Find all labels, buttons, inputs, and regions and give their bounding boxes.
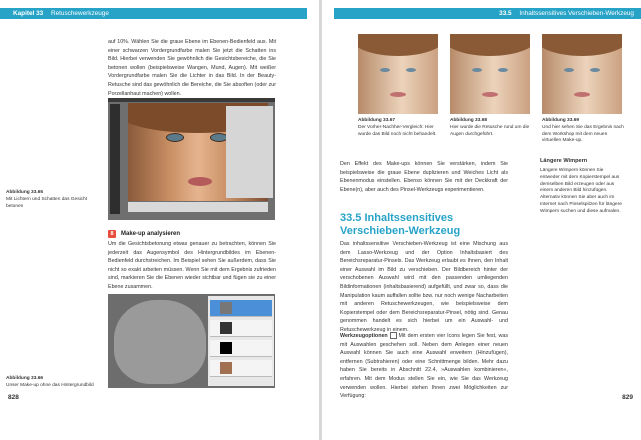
right-page bbox=[322, 0, 641, 440]
left-page-number: 828 bbox=[8, 394, 19, 401]
section-number: 33.5 bbox=[499, 10, 512, 17]
figure-33-66-layers-screenshot bbox=[108, 294, 275, 388]
left-running-header bbox=[0, 8, 307, 19]
chapter-label: Kapitel 33 bbox=[13, 10, 44, 17]
step-title: Make-up analysieren bbox=[121, 231, 181, 237]
left-page bbox=[0, 0, 319, 440]
figure-33-65-editor-screenshot bbox=[108, 98, 275, 220]
step-heading bbox=[108, 230, 180, 238]
section-title: Inhaltssensitives Verschieben-Werkzeug bbox=[519, 10, 634, 17]
chapter-title: Retuschewerkzeuge bbox=[50, 10, 109, 17]
portrait-before bbox=[358, 34, 438, 114]
step-paragraph: Um die Gesichtsbetonung etwas genauer zu betrachten, können Sie jederzeit das Augensymbol des Hintergrundbildes im Ebenen-Bedienfeld durchstreichen. Im Beispiel sehen Sie außerdem, dass Sie nicht so exakt arbeiten müssen. Wenn Sie mit dem Ergebnis zufrieden sind, markieren Sie die Ebenen wieder sichtbar und fügen sie zu einer Ebene zusammen. bbox=[108, 241, 276, 290]
effect-paragraph: Den Effekt des Make-ups können Sie verstärken, indem Sie beispielsweise die graue Ebene duplizieren und Weiches Licht als Ebenenmodus einstellen. Ebenso können Sie mit der Deckkraft der Ebene(n), aber auch des Pinsel-Werkzeugs experimentieren. bbox=[340, 161, 508, 193]
editor-side-panel bbox=[226, 106, 273, 198]
tool-paragraph: Das inhaltssensitive Verschieben-Werkzeug ist eine Mischung aus dem Lasso-Werkzeug und der Option Inhaltsbasiert des Bereichsreparatur-Pinsels. Das Werkzeug erlaubt es Ihnen, den Inhalt einer Auswahl im Bild zu verschieben. Der Bildbereich hinter der verschobenen Auswahl wird mit den passenden umliegenden Bildinformationen (inhaltsbasierend) aufgefüllt, und zwar so, dass die Manipulation kaum auffallen sollte bzw. nur noch wenige Nacharbeiten mit anderen Retuschewerkzeugen, wie beispielsweise dem Kopierstempel oder dem Bereichsreparatur-Pinsel, nötig sind. Genau genommen handelt es sich hierbei um ein Auswahl- und Retuschewerkzeug in einem. bbox=[340, 241, 508, 333]
figure-33-65-caption: Abbildung 33.65 Mit Lichtern und Schatten das Gesicht betonen bbox=[6, 190, 88, 209]
portrait-eyes-retouched bbox=[450, 34, 530, 114]
layers-panel bbox=[208, 296, 274, 386]
portrait-final-makeup bbox=[542, 34, 622, 114]
section-heading: 33.5 Inhaltssensitives Verschieben-Werkzeug bbox=[340, 212, 461, 237]
figure-33-68-caption: Abbildung 33.68 Hier wurde die Retusche rund um die Augen durchgeführt. bbox=[450, 118, 530, 137]
side-note: Längere Wimpern können Sie entweder mit dem Kopierstempel aus demselben Bild erzeugen oder aus einem anderen Bild hinzufügen. Alternativ können Sie aber auch im Internet nach Pinselspitzen für längere Wimpern suchen und diese aufmalen. bbox=[540, 168, 622, 214]
intro-paragraph: auf 10%. Wählen Sie die graue Ebene im Ebenen-Bedienfeld aus. Mit einer schwarzen Vordergrundfarbe malen Sie jetzt die Schatten ins Bild. Hierbei verwenden Sie gewöhnlich die Gesichtsbereiche, die Sie betonen wollen (beispielsweise Wangen, Mund, Augen). Mit weißer Vordergrundfarbe malen Sie die Lichter in das Bild. In der Beauty-Retusche sind das gewöhnlich die Bereiche, die Sie absoften (oder zur Porzellanhaut machen) wollen. bbox=[108, 39, 276, 97]
grey-makeup-layer-preview bbox=[114, 300, 206, 384]
figure-33-66-caption: Abbildung 33.66 Unser Make-up ohne das Hintergrundbild bbox=[6, 376, 94, 388]
editor-statusbar bbox=[128, 202, 268, 212]
step-number-badge: 8 bbox=[108, 230, 116, 238]
right-page-number: 829 bbox=[622, 394, 633, 401]
editor-toolbar bbox=[110, 104, 120, 214]
selection-icon bbox=[390, 332, 397, 339]
figure-33-67-caption: Abbildung 33.67 Der Vorher-Nachher-Vergleich: Hier wurde das Bild noch nicht behandelt. bbox=[358, 118, 437, 137]
options-paragraph: Werkzeugoptionen Mit dem ersten vier Icons legen Sie fest, was mit Auswahlen geschehen soll. Neben dem Anlegen einer neuen Auswahl können Sie auch eine Auswahl erweitern (Hinzufügen), entfernen (Subtrahieren) oder eine Schnittmenge bilden. Mehr dazu haben Sie bereits in Abschnitt 22.4, »Auswahlen kombinieren«, erfahren. Mit dem Modus stellen Sie ein, wie Sie das Werkzeug verwenden wollen. Hierbei stehen Ihnen zwei Möglichkeiten zur Verfügung: bbox=[340, 333, 508, 400]
right-running-header bbox=[334, 8, 641, 19]
figure-33-69-caption: Abbildung 33.69 Und hier sehen Sie das Ergebnis nach dem Workshop mit dem neuen virtuellen Make-up. bbox=[542, 118, 624, 144]
side-heading: Längere Wimpern bbox=[540, 158, 588, 164]
options-label: Werkzeugoptionen bbox=[340, 333, 388, 339]
editor-menubar bbox=[108, 98, 275, 102]
